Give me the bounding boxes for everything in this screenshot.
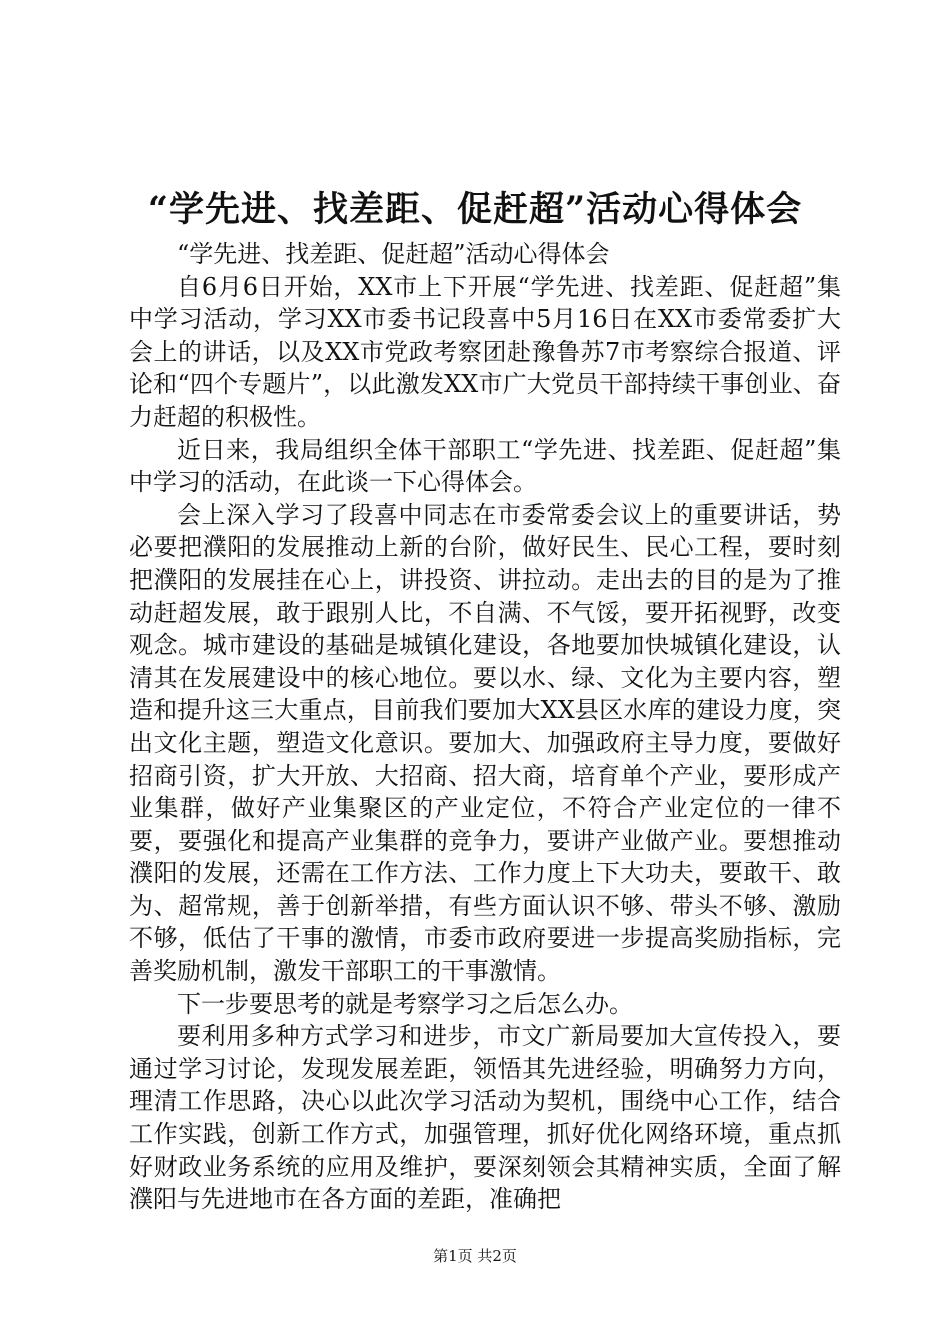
body-paragraph: 要利用多种方式学习和进步，市文广新局要加大宣传投入，要通过学习讨论，发现发展差距，领悟其先进经验，明确努力方向，理清工作思路，决心以此次学习活动为契机，围绕中心工作，结合工作实践，创新工作方式，加强管理，抓好优化网络环境，重点抓好财政业务系统的应用及维护，要深刻领会其精神实质，全面了解濮阳与先进地市在各方面的差距，准确把 [129,1022,841,1214]
document-body [129,238,841,1216]
body-paragraph: 会上深入学习了段喜中同志在市委常委会议上的重要讲话，势必要把濮阳的发展推动上新的台阶，做好民生、民心工程，要时刻把濮阳的发展挂在心上，讲投资、讲拉动。走出去的目的是为了推动赶超发展，敢于跟别人比，不自满、不气馁，要开拓视野，改变观念。城市建设的基础是城镇化建设，各地要加快城镇化建设，认清其在发展建设中的核心地位。要以水、绿、文化为主要内容，塑造和提升这三大重点，目前我们要加大XX县区水库的建设力度，突出文化主题，塑造文化意识。要加大、加强政府主导力度，要做好招商引资，扩大开放、大招商、招大商，培育单个产业，要形成产业集群，做好产业集聚区的产业定位，不符合产业定位的一律不要，要强化和提高产业集群的竞争力，要讲产业做产业。要想推动濮阳的发展，还需在工作方法、工作力度上下大功夫，要敢干、敢为、超常规，善于创新举措，有些方面认识不够、带头不够、激励不够，低估了干事的激情，市委市政府要进一步提高奖励指标，完善奖励机制，激发干部职工的干事激情。 [129,500,841,986]
body-paragraph: 自6月6日开始，XX市上下开展“学先进、找差距、促赶超”集中学习活动，学习XX市委书记段喜中5月16日在XX市委常委扩大会上的讲话，以及XX市党政考察团赴豫鲁苏7市考察综合报道、评论和“四个专题片”，以此激发XX市广大党员干部持续干事创业、奋力赶超的积极性。 [129,272,841,431]
page-number-footer: 第1页 共2页 [433,1247,517,1265]
body-paragraph: 下一步要思考的就是考察学习之后怎么办。 [177,989,633,1018]
document-title: “学先进、找差距、促赶超”活动心得体会 [147,189,803,230]
body-paragraph: “学先进、找差距、促赶超”活动心得体会 [177,240,610,268]
body-paragraph: 近日来，我局组织全体干部职工“学先进、找差距、促赶超”集中学习的活动，在此谈一下心得体会。 [129,435,841,497]
